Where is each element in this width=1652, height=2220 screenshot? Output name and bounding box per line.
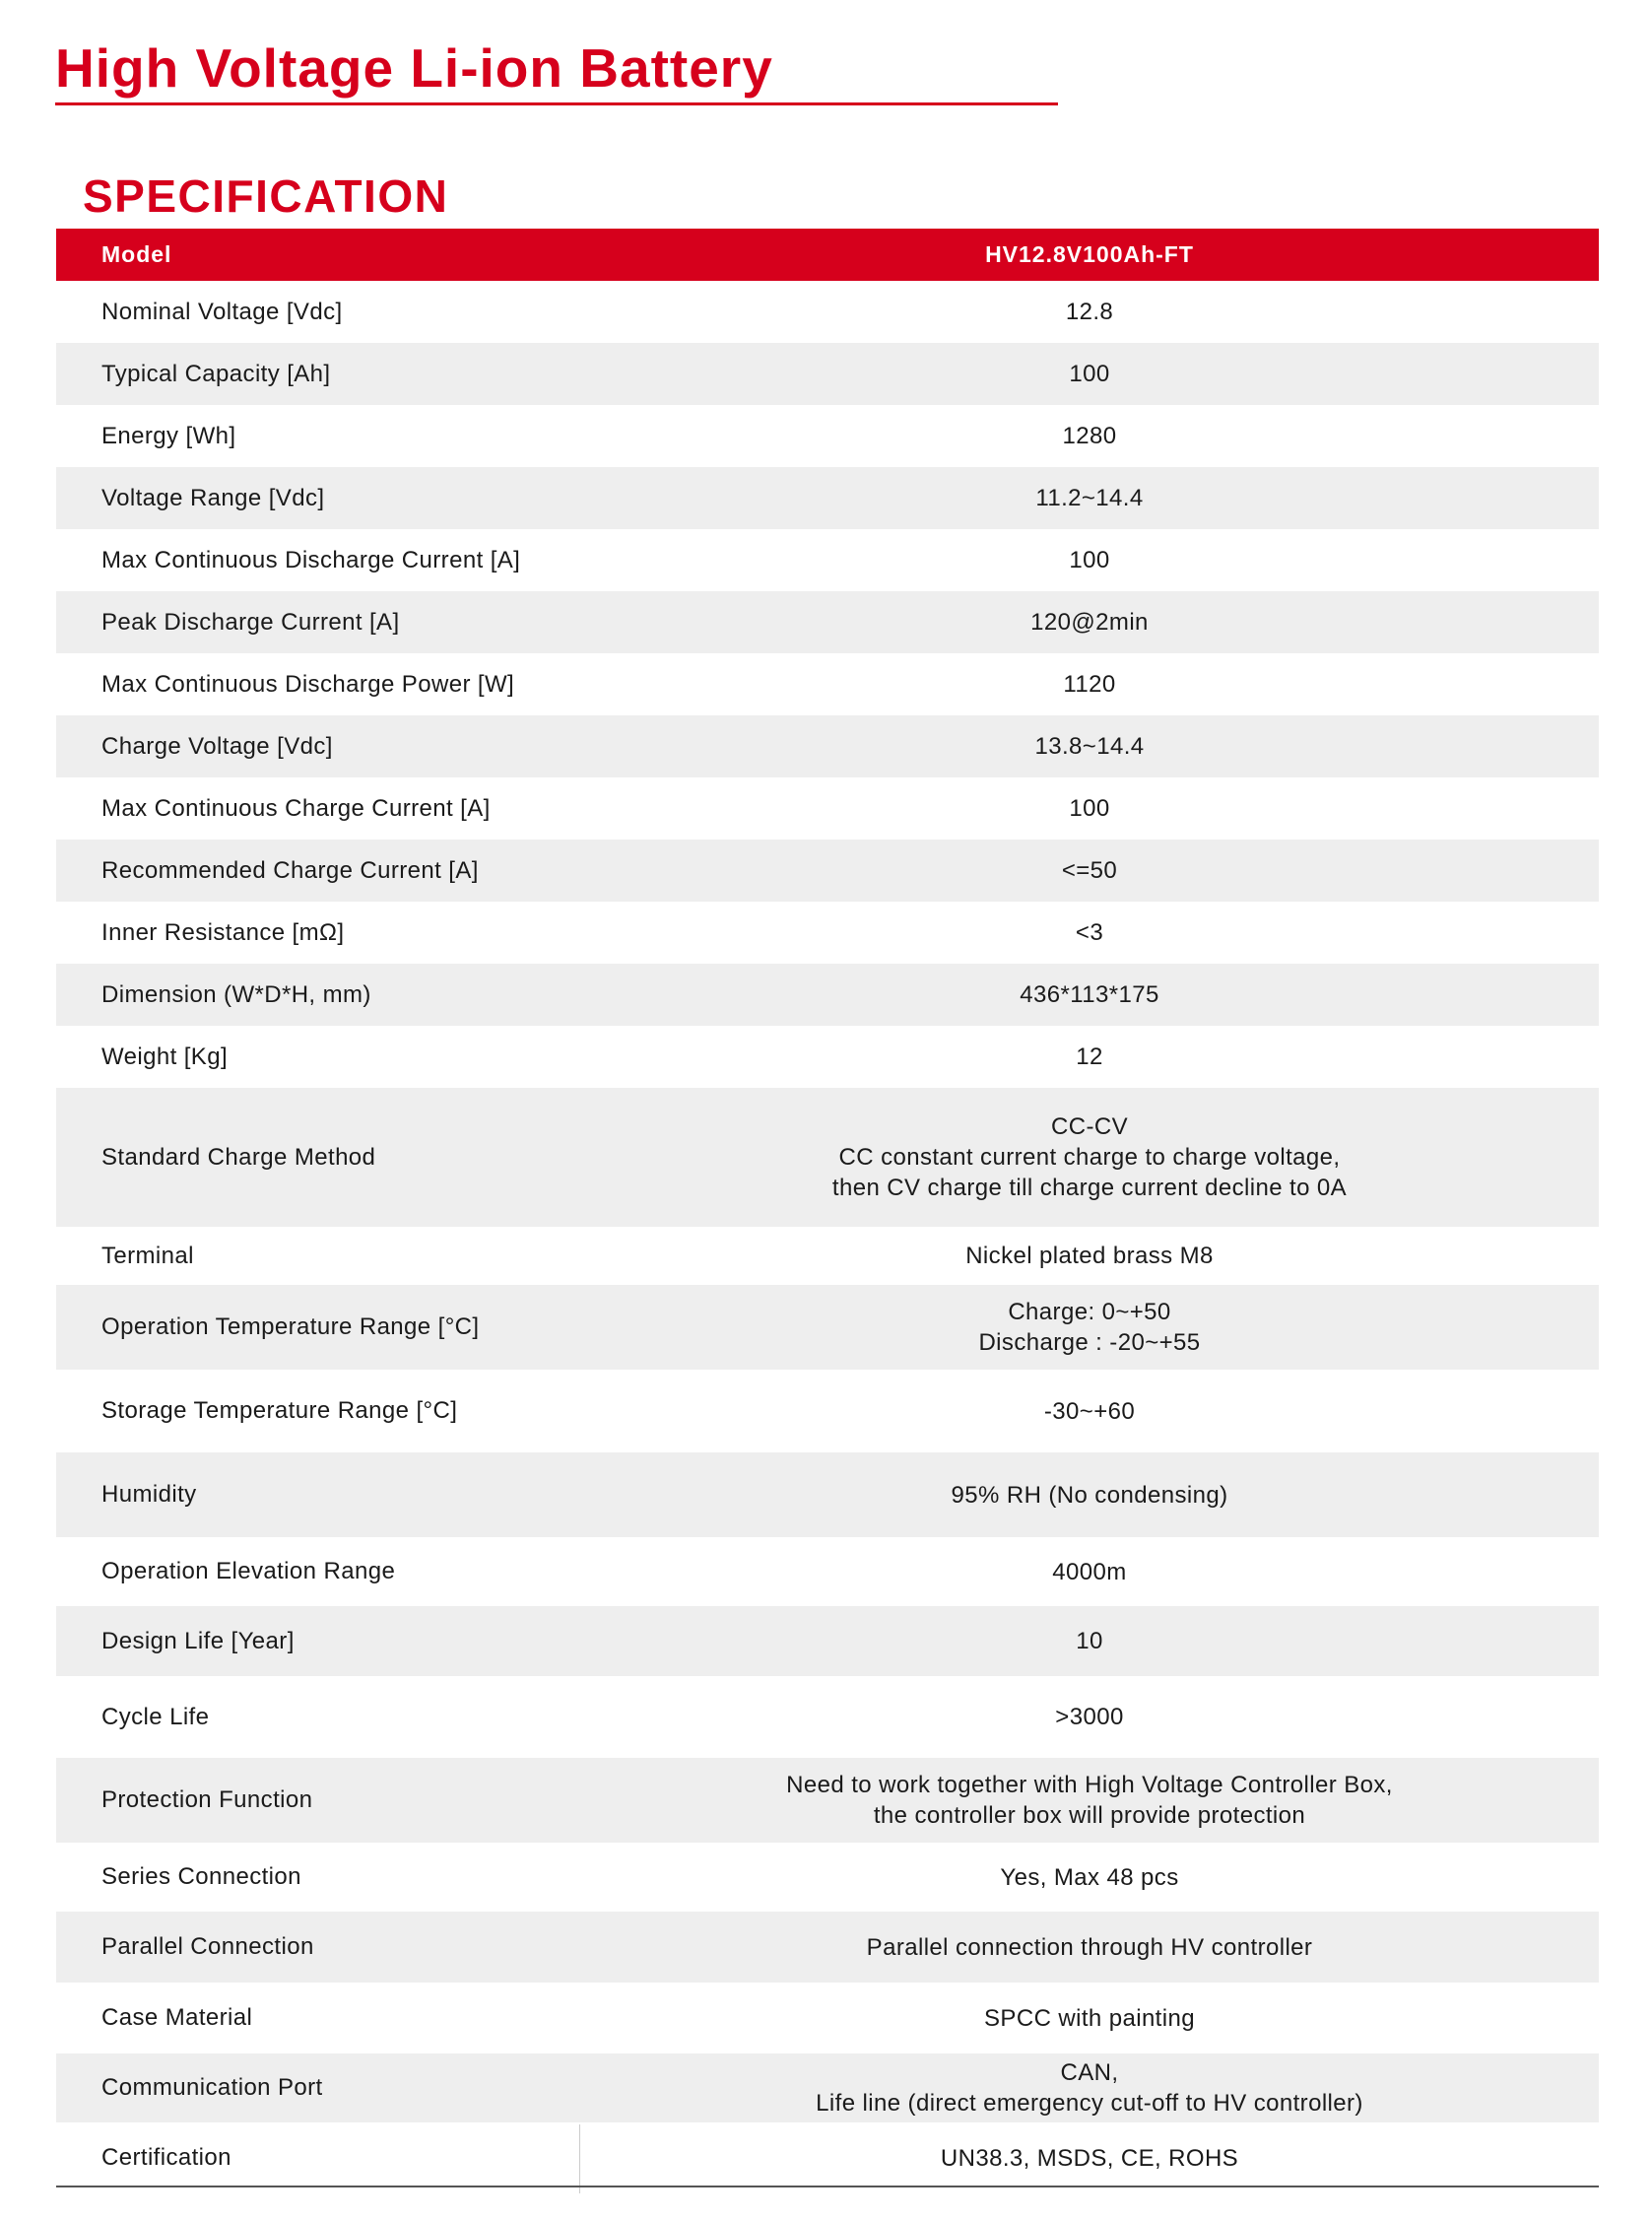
spec-value <box>580 1537 1599 1606</box>
spec-label: Operation Temperature Range [°C] <box>101 1313 480 1340</box>
spec-value-line: Yes, Max 48 pcs <box>1000 1863 1179 1891</box>
spec-value-line: 12.8 <box>1065 299 1114 325</box>
spec-value-line: Parallel connection through HV controller <box>866 1933 1313 1961</box>
table-row <box>56 2122 1599 2193</box>
spec-value <box>580 1676 1599 1758</box>
spec-value-line: <=50 <box>1061 857 1118 884</box>
table-row <box>56 2053 1599 2122</box>
spec-value-line: Life line (direct emergency cut-off to HV controller) <box>816 2090 1363 2117</box>
spec-value <box>580 1606 1599 1676</box>
spec-value-line: CAN, <box>1060 2059 1119 2086</box>
spec-value-line: 1280 <box>1062 423 1117 449</box>
table-row <box>56 1370 1599 1452</box>
spec-value-line: 100 <box>1069 361 1110 387</box>
table-row <box>56 1452 1599 1537</box>
spec-value <box>580 405 1599 467</box>
table-row <box>56 591 1599 653</box>
spec-label: Communication Port <box>101 2074 323 2101</box>
title-underline <box>55 102 1058 105</box>
spec-value-line: 120@2min <box>1030 609 1149 636</box>
spec-value <box>580 1983 1599 2053</box>
table-row <box>56 467 1599 529</box>
spec-value <box>580 467 1599 529</box>
table-row <box>56 777 1599 840</box>
spec-label: Max Continuous Discharge Power [W] <box>101 670 515 698</box>
spec-label: Series Connection <box>101 1863 301 1890</box>
spec-value-line: 95% RH (No condensing) <box>951 1481 1228 1509</box>
spec-value-line: 11.2~14.4 <box>1035 485 1144 511</box>
spec-label: Peak Discharge Current [A] <box>101 608 400 636</box>
spec-value <box>580 2122 1599 2193</box>
spec-value-line: then CV charge till charge current decline to 0A <box>831 1175 1348 1201</box>
spec-label: Design Life [Year] <box>101 1627 295 1654</box>
spec-value <box>580 1758 1599 1843</box>
spec-value-line: 1120 <box>1063 671 1116 698</box>
table-row <box>56 902 1599 964</box>
table-row <box>56 1026 1599 1088</box>
table-row <box>56 1983 1599 2053</box>
table-row <box>56 1537 1599 1606</box>
spec-value-line: 12 <box>1076 1043 1103 1070</box>
spec-value <box>580 1285 1599 1370</box>
spec-value-line: 13.8~14.4 <box>1034 733 1145 760</box>
spec-value <box>580 529 1599 591</box>
spec-value <box>580 840 1599 902</box>
table-header-row <box>56 229 1599 281</box>
spec-value-line: CC constant current charge to charge voltage, <box>838 1144 1341 1171</box>
spec-value-line: 100 <box>1069 795 1110 822</box>
table-row <box>56 281 1599 343</box>
table-row <box>56 964 1599 1026</box>
spec-label: Protection Function <box>101 1786 313 1813</box>
spec-value-line: 4000m <box>1052 1558 1127 1585</box>
spec-value <box>580 715 1599 777</box>
spec-value-line: Discharge : -20~+55 <box>978 1329 1201 1356</box>
spec-value-line: the controller box will provide protection <box>873 1802 1306 1829</box>
spec-value-line: >3000 <box>1055 1704 1124 1730</box>
spec-label: Recommended Charge Current [A] <box>101 856 479 884</box>
spec-label: Charge Voltage [Vdc] <box>101 732 333 760</box>
spec-value <box>580 343 1599 405</box>
spec-label: Cycle Life <box>101 1703 210 1730</box>
spec-value-line: SPCC with painting <box>984 2004 1195 2032</box>
spec-label: Max Continuous Discharge Current [A] <box>101 546 521 573</box>
table-row <box>56 405 1599 467</box>
spec-label: Dimension (W*D*H, mm) <box>101 980 371 1008</box>
table-row <box>56 1758 1599 1843</box>
spec-value <box>580 1026 1599 1088</box>
spec-value-line: 436*113*175 <box>1020 981 1159 1008</box>
spec-value-line: 10 <box>1076 1628 1103 1654</box>
spec-label: Typical Capacity [Ah] <box>101 360 331 387</box>
spec-value-line: Charge: 0~+50 <box>1008 1299 1171 1325</box>
spec-label: Max Continuous Charge Current [A] <box>101 794 491 822</box>
table-row <box>56 1227 1599 1285</box>
header-model-value: HV12.8V100Ah-FT <box>985 241 1194 267</box>
spec-value-line: CC-CV <box>1051 1113 1128 1140</box>
spec-label: Weight [Kg] <box>101 1043 229 1070</box>
spec-value-line: 100 <box>1069 547 1110 573</box>
spec-label: Humidity <box>101 1481 197 1508</box>
document-title: High Voltage Li-ion Battery <box>55 37 773 99</box>
table-row <box>56 1088 1599 1227</box>
spec-value <box>580 281 1599 343</box>
spec-value <box>580 1452 1599 1537</box>
table-row <box>56 1843 1599 1912</box>
spec-label: Certification <box>101 2144 231 2171</box>
spec-value-line: <3 <box>1075 919 1104 946</box>
spec-label: Inner Resistance [mΩ] <box>101 918 345 946</box>
spec-value <box>580 1227 1599 1285</box>
table-row <box>56 840 1599 902</box>
spec-label: Voltage Range [Vdc] <box>101 484 325 511</box>
spec-label: Case Material <box>101 2004 253 2031</box>
spec-value <box>580 902 1599 964</box>
spec-label: Nominal Voltage [Vdc] <box>101 298 343 325</box>
spec-value-line: UN38.3, MSDS, CE, ROHS <box>940 2144 1239 2172</box>
table-row <box>56 653 1599 715</box>
spec-value-line: Need to work together with High Voltage Controller Box, <box>786 1772 1393 1798</box>
spec-label: Storage Temperature Range [°C] <box>101 1397 458 1424</box>
spec-value <box>580 1370 1599 1452</box>
table-row <box>56 529 1599 591</box>
spec-value-line: Nickel plated brass M8 <box>965 1243 1214 1269</box>
spec-value <box>580 653 1599 715</box>
column-divider <box>579 2124 580 2193</box>
header-label: Model <box>101 241 172 267</box>
table-row <box>56 1606 1599 1676</box>
table-row <box>56 343 1599 405</box>
spec-value <box>580 777 1599 840</box>
spec-value-line: -30~+60 <box>1043 1397 1136 1425</box>
spec-label: Standard Charge Method <box>101 1143 376 1171</box>
specification-table <box>56 229 1599 2193</box>
spec-value <box>580 1088 1599 1227</box>
spec-label: Operation Elevation Range <box>101 1558 396 1584</box>
spec-label: Terminal <box>101 1242 194 1269</box>
table-row <box>56 1676 1599 1758</box>
spec-label: Energy [Wh] <box>101 422 236 449</box>
spec-value <box>580 2053 1599 2122</box>
table-row <box>56 1912 1599 1983</box>
spec-value <box>580 591 1599 653</box>
table-row <box>56 715 1599 777</box>
spec-value <box>580 964 1599 1026</box>
spec-value <box>580 1912 1599 1983</box>
section-title: SPECIFICATION <box>83 170 449 222</box>
spec-label: Parallel Connection <box>101 1933 314 1960</box>
table-row <box>56 1285 1599 1370</box>
spec-value <box>580 1843 1599 1912</box>
table-bottom-rule <box>56 2186 1599 2187</box>
